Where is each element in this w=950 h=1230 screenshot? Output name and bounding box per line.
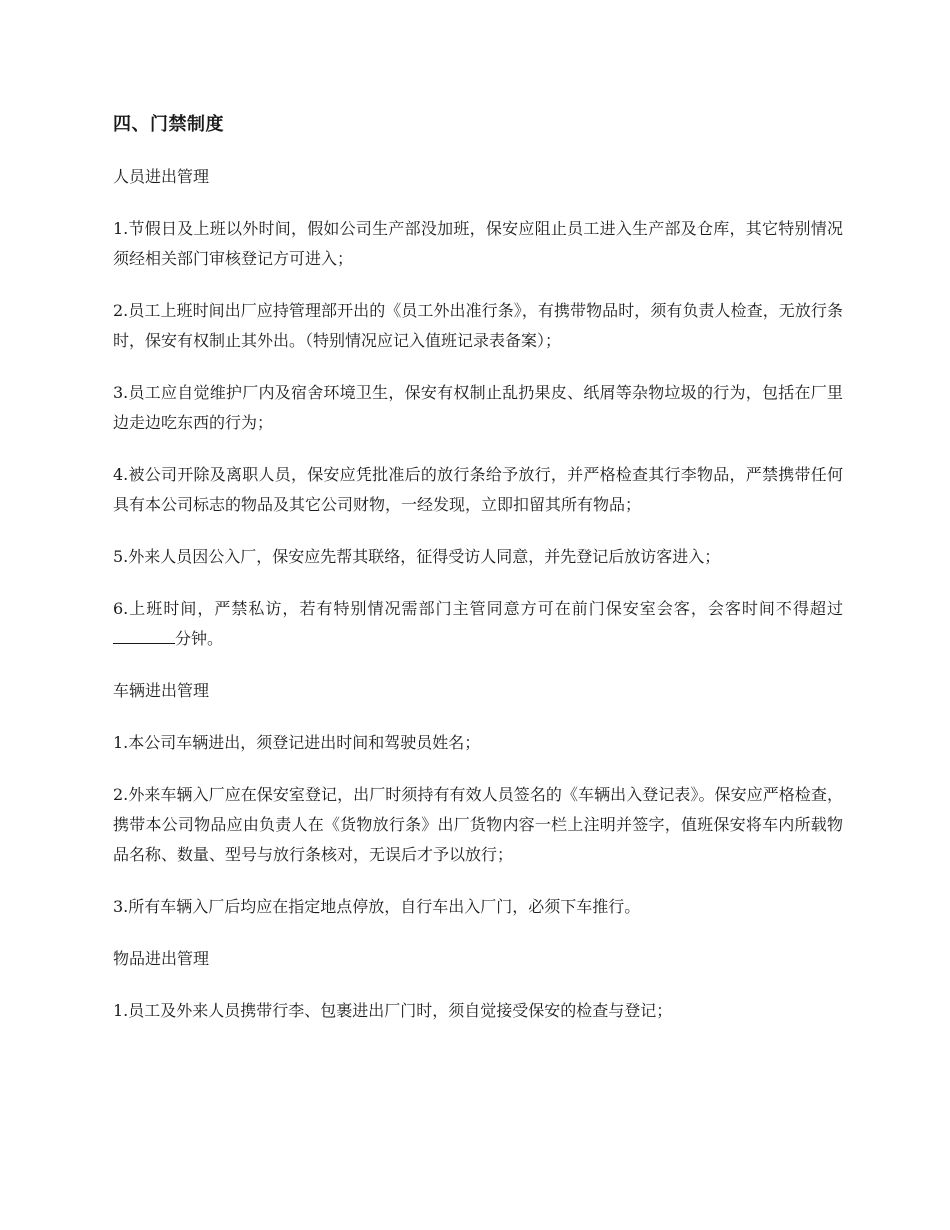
vehicles-subheading: 车辆进出管理 [113, 681, 210, 700]
vehicles-item-3: 3.所有车辆入厂后均应在指定地点停放，自行车出入厂门，必须下车推行。 [113, 897, 641, 916]
personnel-item-2: 2.员工上班时间出厂应持管理部开出的《员工外出准行条》，有携带物品时，须有负责人检查，无放行条时，保安有权制止其外出。（特别情况应记入值班记录表备案）； [113, 301, 843, 350]
vehicles-item-1: 1.本公司车辆进出，须登记进出时间和驾驶员姓名； [113, 733, 481, 752]
personnel-item-6-suffix: 分钟。 [175, 629, 224, 648]
vehicles-item-2: 2.外来车辆入厂应在保安室登记，出厂时须持有有效人员签名的《车辆出入登记表》。保安应严格检查，携带本公司物品应由负责人在《货物放行条》出厂货物内容一栏上注明并签字，值班保安将车内所载物品名称、数量、型号与放行条核对，无误后才予以放行； [113, 785, 843, 864]
document-page [113, 110, 843, 1048]
personnel-subheading: 人员进出管理 [113, 167, 210, 186]
goods-subheading: 物品进出管理 [113, 949, 210, 968]
section-heading: 四、门禁制度 [113, 114, 224, 135]
personnel-item-6 [113, 594, 843, 654]
minutes-blank-line [113, 625, 175, 644]
personnel-item-1: 1.节假日及上班以外时间，假如公司生产部没加班，保安应阻止员工进入生产部及仓库，其它特别情况须经相关部门审核登记方可进入； [113, 219, 843, 268]
personnel-item-5: 5.外来人员因公入厂，保安应先帮其联络，征得受访人同意，并先登记后放访客进入； [113, 547, 721, 566]
personnel-item-6-text: 6.上班时间，严禁私访，若有特别情况需部门主管同意方可在前门保安室会客，会客时间不得超过 [113, 599, 843, 618]
personnel-item-3: 3.员工应自觉维护厂内及宿舍环境卫生，保安有权制止乱扔果皮、纸屑等杂物垃圾的行为，包括在厂里边走边吃东西的行为； [113, 383, 843, 432]
personnel-item-4: 4.被公司开除及离职人员，保安应凭批准后的放行条给予放行，并严格检查其行李物品，严禁携带任何具有本公司标志的物品及其它公司财物，一经发现，立即扣留其所有物品； [113, 465, 843, 514]
goods-item-1: 1.员工及外来人员携带行李、包裹进出厂门时，须自觉接受保安的检查与登记； [113, 1001, 673, 1020]
